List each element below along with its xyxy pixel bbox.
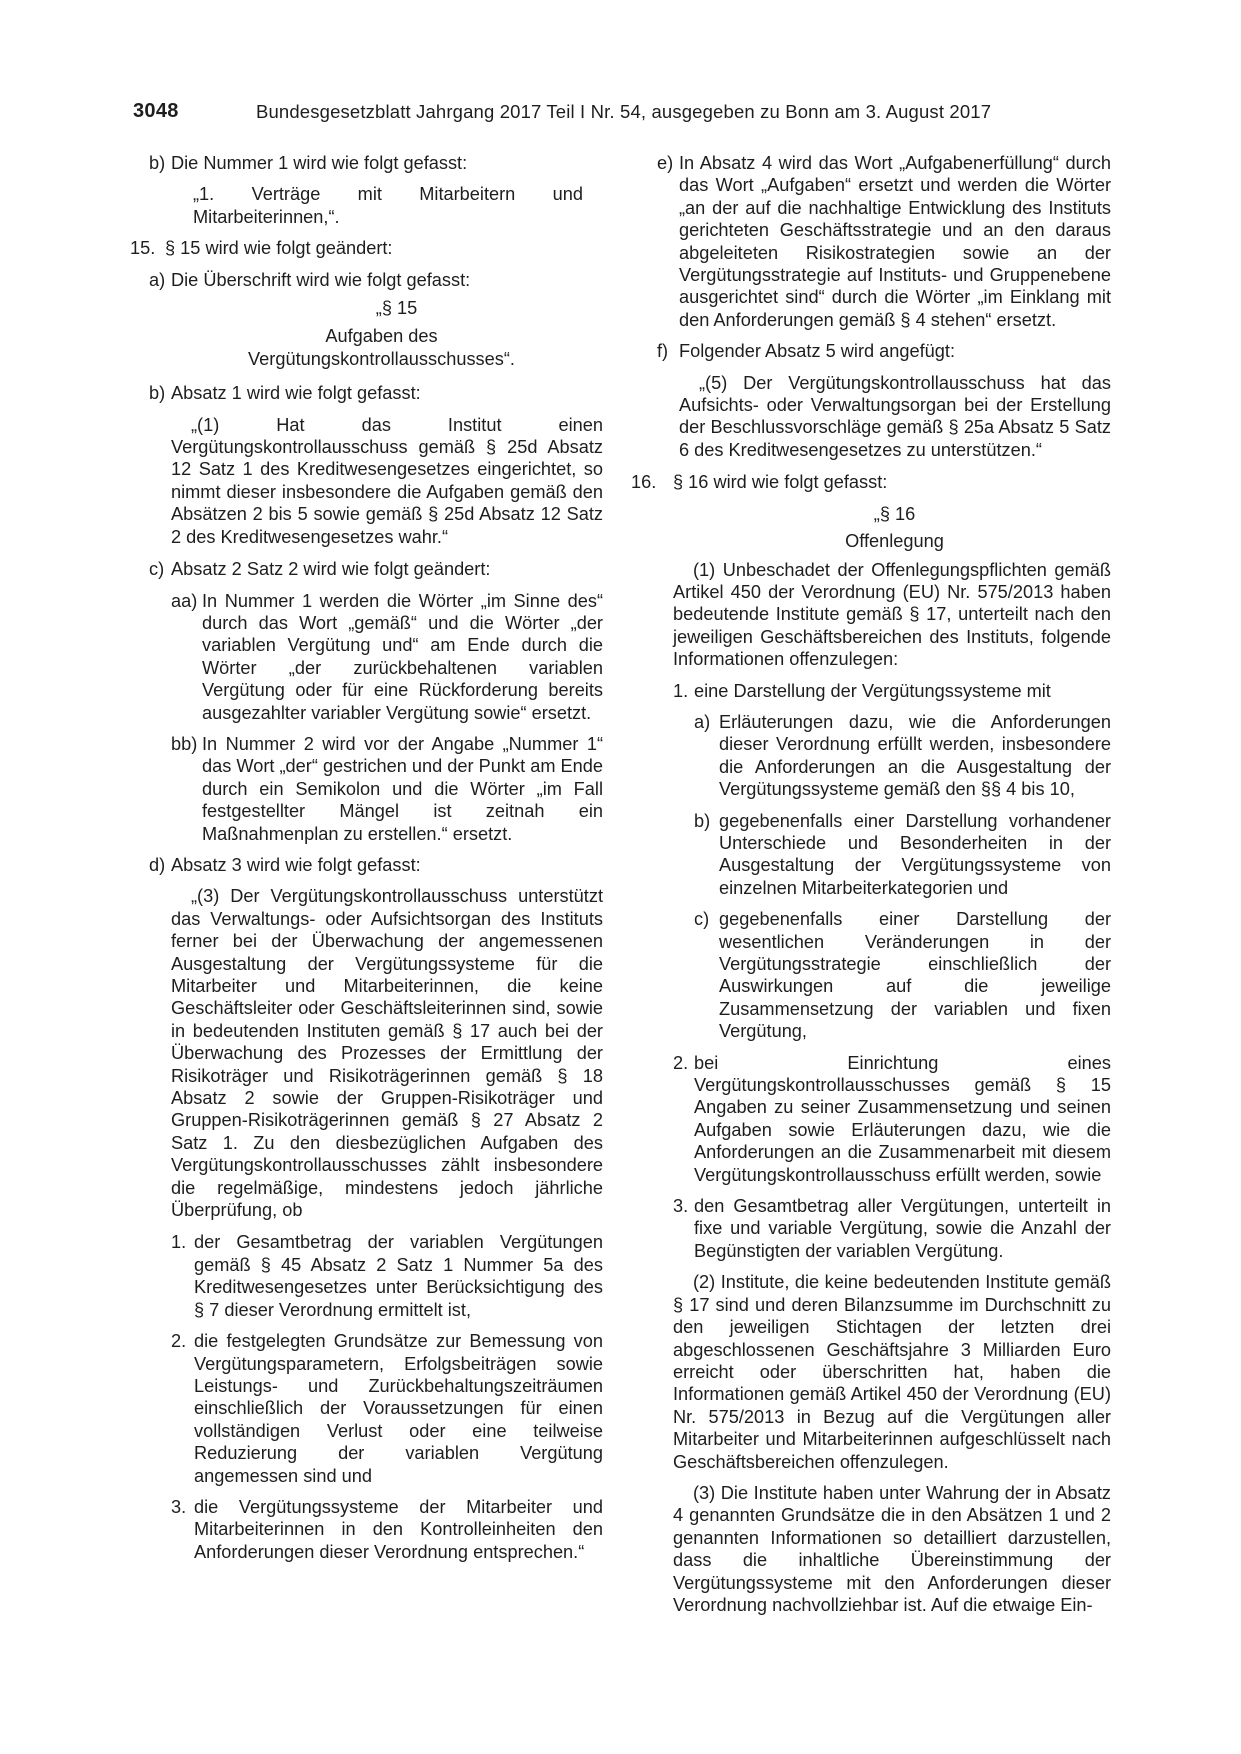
item-label: 2. <box>673 1052 689 1073</box>
item-text: In Nummer 1 werden die Wörter „im Sinne des“ durch das Wort „gemäß“ und die Wörter „der variablen Vergütung und“ am Ende durch die Wörter „der zurückbehaltenen variablen Vergütung oder für eine Rückforderung bereits ausgezahlter variabler Vergütung sowie“ ersetzt. <box>202 590 603 723</box>
item-label: 2. <box>171 1331 187 1352</box>
item-label: 1. <box>673 680 689 701</box>
page-number: 3048 <box>133 100 179 122</box>
item-text: den Gesamtbetrag aller Vergütungen, unterteilt in fixe und variable Vergütung, sowie die Anzahl der Begünstigten der variablen Vergütung. <box>694 1196 1111 1261</box>
item-label: a) <box>694 711 711 732</box>
section-16-title: Offenlegung <box>845 531 944 552</box>
item-label: bb) <box>171 733 198 754</box>
item-text: Absatz 3 wird wie folgt gefasst: <box>171 854 421 875</box>
item-label: e) <box>657 153 674 173</box>
item-text: eine Darstellung der Vergütungssysteme mit <box>694 680 1051 701</box>
section-16-heading: „§ 16 <box>873 503 916 524</box>
quote-text: „1. Verträge mit Mitarbeitern und Mitarbeiterinnen,“. <box>193 184 583 227</box>
list-item-1c <box>638 908 1111 1042</box>
item-text: die Vergütungssysteme der Mitarbeiter und Mitarbeiterinnen in den Kontrolleinheiten den Anforderungen dieser Verordnung entsprechen.“ <box>194 1496 603 1562</box>
item-label: 3. <box>673 1196 689 1217</box>
left-column <box>130 152 603 1572</box>
item-text: gegebenenfalls einer Darstellung der wesentlichen Veränderungen in der Vergütungsstrategie einschließlich der Auswirkungen auf die jeweilige Zusammensetzung der variablen und fixen Vergütung, <box>719 909 1111 1042</box>
list-item-1b <box>638 810 1111 900</box>
item-16 <box>631 471 1111 493</box>
item-15 <box>130 237 603 259</box>
item-aa <box>130 590 603 724</box>
item-label: b) <box>149 153 166 173</box>
item-d1 <box>130 1231 603 1321</box>
item-label: 16. <box>631 472 657 493</box>
item-text: § 16 wird wie folgt gefasst: <box>673 472 888 493</box>
page-header-title: Bundesgesetzblatt Jahrgang 2017 Teil I Nr. 54, ausgegeben zu Bonn am 3. August 2017 <box>256 101 992 122</box>
item-text: Erläuterungen dazu, wie die Anforderungen dieser Verordnung erfüllt werden, insbesondere die Anforderungen an die Ausgestaltung der Vergütungssysteme gemäß den §§ 4 bis 10, <box>719 711 1111 800</box>
item-a-ueberschrift <box>130 269 603 291</box>
paragraph-2: (2) Institute, die keine bedeutenden Institute gemäß § 17 sind und deren Bilanzsumme im Durchschnitt zu den jeweiligen Stichtagen der letzten drei abgeschlossenen Geschäftsjahre 3 Milliarden Euro erreicht oder überschritten hat, haben die Informationen gemäß Artikel 450 der Verordnung (EU) Nr. 575/2013 in Bezug auf die Vergütungen aller Mitarbeiter und Mitarbeiterinnen aufgeschlüsselt nach Geschäftsbereichen offenzulegen. <box>673 1272 1111 1472</box>
item-label: 15. <box>130 238 156 259</box>
item-text: Die Nummer 1 wird wie folgt gefasst: <box>171 153 468 173</box>
item-text: Die Überschrift wird wie folgt gefasst: <box>171 269 471 290</box>
quote-absatz5: „(5) Der Vergütungskontrollausschuss hat das Aufsichts- oder Verwaltungsorgan bei der Erstellung der Beschlussvorschläge gemäß § 25a Absatz 5 Satz 6 des Kreditwesengesetzes zu unterstützen.“ <box>679 372 1111 460</box>
item-bb <box>130 733 603 845</box>
item-label: c) <box>149 559 165 580</box>
item-d-absatz3 <box>130 854 603 876</box>
item-e-absatz4 <box>638 152 1111 331</box>
item-text: In Absatz 4 wird das Wort „Aufgabenerfüllung“ durch das Wort „Aufgaben“ ersetzt und werden die Wörter „an der auf die nachhaltige Entwicklung des Instituts gerichteten Geschäftsstrategie und an den daraus abgeleiteten Risikostrategien sowie an der Vergütungsstrategie auf Instituts- und Gruppenebene ausgerichtet sind“ durch die Wörter „im Einklang mit den Anforderungen gemäß § 4 stehen“ ersetzt. <box>679 153 1111 330</box>
quote-absatz1: „(1) Hat das Institut einen Vergütungskontrollausschuss gemäß § 25d Absatz 12 Satz 1 des Kreditwesengesetzes eingerichtet, so nimmt dieser insbesondere die Aufgaben gemäß den Absätzen 2 bis 5 sowie gemäß § 25d Absatz 12 Satz 2 des Kreditwesengesetzes wahr.“ <box>171 414 603 547</box>
section-15-heading: „§ 15 <box>375 298 418 319</box>
item-label: b) <box>694 810 711 831</box>
item-label: 1. <box>171 1232 187 1253</box>
item-text: die festgelegten Grundsätze zur Bemessung von Vergütungsparametern, Erfolgsbeiträgen sowie Leistungs- und Zurückbehaltungszeiträumen einschließlich der Voraussetzungen für einen vollständigen Verlust oder eine teilweise Reduzierung der variablen Vergütung angemessen sind und <box>194 1331 603 1486</box>
item-text: § 15 wird wie folgt geändert: <box>165 238 393 259</box>
item-label: c) <box>694 909 710 930</box>
item-d2 <box>130 1330 603 1487</box>
item-text: gegebenenfalls einer Darstellung vorhandener Unterschiede und Besonderheiten in der Ausgestaltung der Vergütungssysteme von einzelnen Mitarbeiterkategorien und <box>719 810 1111 898</box>
list-item-3 <box>638 1195 1111 1262</box>
list-item-2 <box>638 1052 1111 1186</box>
list-item-1 <box>638 680 1111 702</box>
item-label: b) <box>149 383 166 404</box>
right-column <box>631 152 1111 1625</box>
paragraph-1: (1) Unbeschadet der Offenlegungspflichten gemäß Artikel 450 der Verordnung (EU) Nr. 575/2013 haben bedeutende Institute gemäß § 17, unterteilt nach den jeweiligen Geschäftsbereichen des Instituts, folgende Informationen offenzulegen: <box>673 559 1111 670</box>
item-text: Folgender Absatz 5 wird angefügt: <box>679 341 956 362</box>
item-b-absatz1 <box>130 382 603 404</box>
item-text: Absatz 1 wird wie folgt gefasst: <box>171 383 421 404</box>
item-text: In Nummer 2 wird vor der Angabe „Nummer 1“ das Wort „der“ gestrichen und der Punkt am Ende durch ein Semikolon und die Wörter „im Fall festgestellter Mängel ist zeitnah ein Maßnahmenplan zu erstellen.“ ersetzt. <box>202 733 604 844</box>
item-f-absatz5 <box>638 340 1111 362</box>
item-label: 3. <box>171 1496 187 1517</box>
list-item-1a <box>638 711 1111 801</box>
item-label: d) <box>149 854 166 875</box>
paragraph-3: (3) Die Institute haben unter Wahrung der in Absatz 4 genannten Grundsätze die in den Absätzen 1 und 2 genannten Informationen so detailliert darzustellen, dass die inhaltliche Übereinstimmung der Vergütungssysteme mit den Anforderungen dieser Verordnung nachvollziehbar ist. Auf die etwaige Ein- <box>673 1482 1111 1615</box>
item-b-nummer1 <box>130 152 603 174</box>
item-c-absatz2 <box>130 558 603 580</box>
item-d3 <box>130 1496 603 1563</box>
quote-nummer1 <box>130 183 603 228</box>
section-15-title: Aufgaben des Vergütungskontrollausschusses“. <box>248 326 515 369</box>
item-label: aa) <box>171 590 198 611</box>
item-label: f) <box>657 341 669 362</box>
item-text: bei Einrichtung eines Vergütungskontrollausschusses gemäß § 15 Angaben zu seiner Zusammensetzung und seinen Aufgaben sowie Erläuterungen dazu, wie die Anforderungen an die Zusammenarbeit mit diesem Vergütungskontrollausschuss erfüllt werden, sowie <box>694 1052 1111 1185</box>
item-text: Absatz 2 Satz 2 wird wie folgt geändert: <box>171 559 491 580</box>
item-text: der Gesamtbetrag der variablen Vergütungen gemäß § 45 Absatz 2 Satz 1 Nummer 5a des Kreditwesengesetzes unter Berücksichtigung des § 7 dieser Verordnung ermittelt ist, <box>194 1232 603 1320</box>
quote-absatz3: „(3) Der Vergütungskontrollausschuss unterstützt das Verwaltungs- oder Aufsichtsorgan des Instituts ferner bei der Überwachung der angemessenen Ausgestaltung der Vergütungssysteme für die Mitarbeiter und Mitarbeiterinnen, die keine Geschäftsleiter oder Geschäftsleiterinnen sind, sowie in bedeutenden Instituten gemäß § 17 auch bei der Überwachung des Prozesses der Ermittlung der Risikoträger und Risikoträgerinnen gemäß § 18 Absatz 2 sowie der Gruppen-Risikoträger und Gruppen-Risikoträgerinnen gemäß § 27 Absatz 2 Satz 1. Zu den diesbezüglichen Aufgaben des Vergütungskontrollausschusses zählt insbesondere die regelmäßige, mindestens jedoch jährliche Überprüfung, ob <box>171 886 603 1221</box>
item-label: a) <box>149 269 166 290</box>
